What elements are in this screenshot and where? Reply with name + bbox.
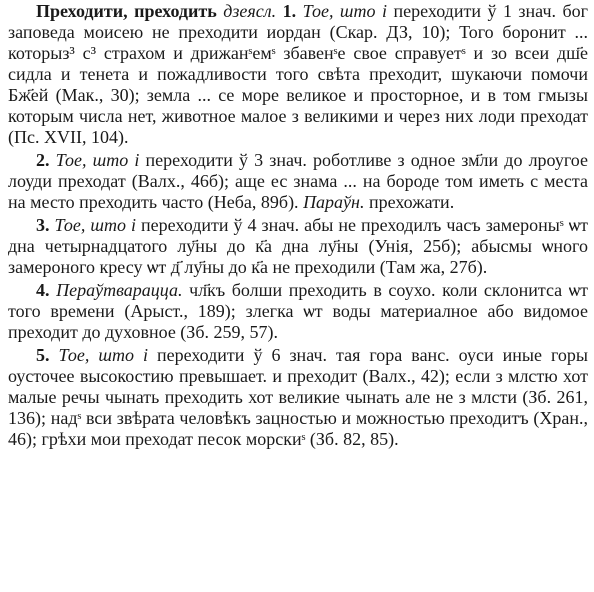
sense-number: 3. [36,215,50,235]
sense-text: переходити ў 1 знач. бог заповеда моисею не преходити иордан (Скар. ДЗ, 10); Того боронит ... которыз³ с³ страхом и дрижанˢемˢ збавенˢе свое справуетˢ и зо всеи дш҃е сидла и тенета и пожадливости того свѣта преходит, шукаючи помочи Бж҃ей (Мак., 30); земла ... се море великое и просторное, и в том гмызы которым числа нет, животное малое з великими и через них лоди преходат (Пс. XVII, 104). [8,1,589,147]
sense-3-paragraph [8,215,588,278]
sense-1-paragraph [8,1,588,148]
sense-text: переходити ў 6 знач. тая гора ванс. оуси иные горы оусточее высокостию превышает. и преходит (Валх., 42); если з млстю хот малые речы чынать преходить хот великие чынать але не з млсти (Зб. 261, 136); надˢ вси звѣрата человѣкъ зацностью и можностью преходитъ (Хран., 46); грѣхи мои преходат песок морскиˢ (Зб. 82, 85). [8,345,589,449]
dictionary-entry [8,1,588,450]
grammar-label: дзеясл. [223,1,277,21]
sense-definition: Тое, што і [55,150,140,170]
cross-reference-text: прехожати. [364,192,455,212]
sense-text: переходити ў 4 знач. абы не преходилъ часъ замероныˢ ѡт дна четырнадцатого лу҃ны до к҃а дна лу҃ны (Унія, 25б); абысмы ѡного замероного кресу ѡт д҃ лу҃ны до к҃а не преходили (Там жа, 27б). [8,215,589,277]
sense-4-paragraph [8,280,588,343]
headword: Преходити, преходить [36,1,217,21]
cross-reference-label: Параўн. [303,192,365,212]
sense-number: 4. [36,280,50,300]
sense-definition: Пераўтварацца. [56,280,183,300]
sense-definition: Тое, што і [54,215,137,235]
sense-definition: Тое, што і [58,345,148,365]
sense-text: переходити ў 3 знач. роботливе з одное зм҃ли до лроугое лоуди преходат (Валх., 46б); аще ес знама ... на бороде том иметь с места на место преходить часто (Неба, 89б). [8,150,589,212]
sense-number: 1. [282,1,297,21]
sense-2-paragraph [8,150,588,213]
sense-definition: Тое, што і [302,1,388,21]
sense-5-paragraph [8,345,588,450]
sense-text: чл҃къ болши преходить в соухо. коли склонитса ѡт того времени (Арыст., 189); злегка ѡт воды материалное або видомое преходит до духовное (Зб. 259, 57). [8,280,589,342]
sense-number: 5. [36,345,50,365]
sense-number: 2. [36,150,50,170]
